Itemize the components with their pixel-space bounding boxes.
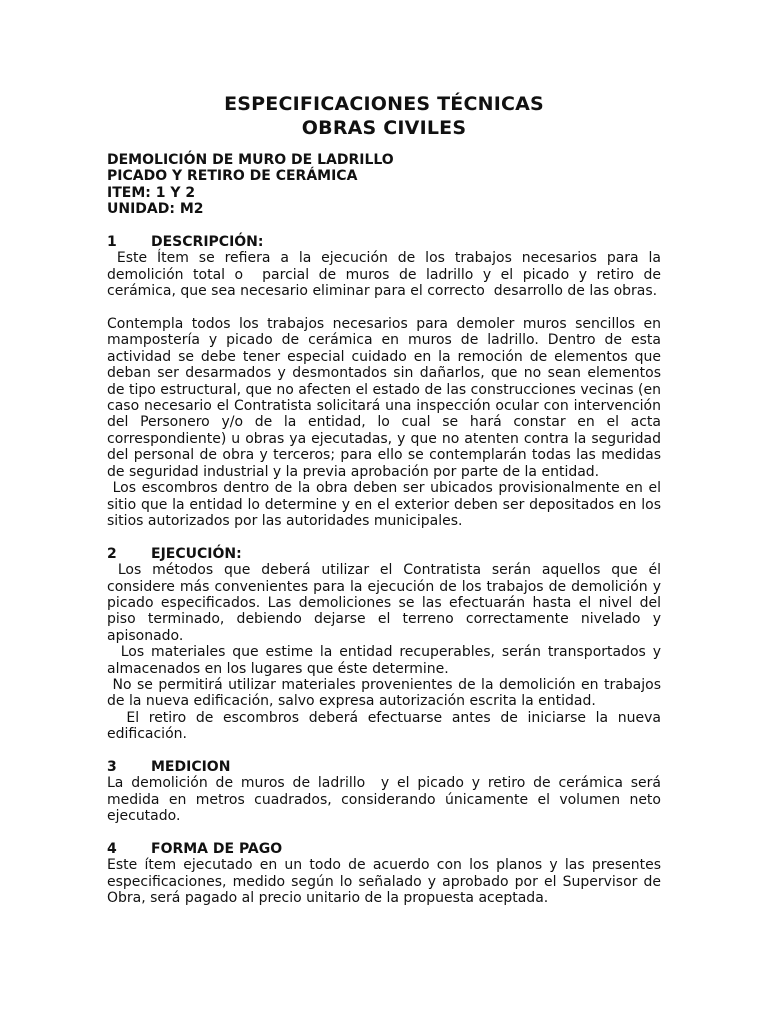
section-title: MEDICION <box>151 758 231 775</box>
section-forma-de-pago <box>107 840 666 907</box>
paragraph: Este Ítem se refiera a la ejecución de los trabajos necesarios para la demolición total o parcial de muros de ladrillo y el picado y retiro de cerámica, que sea necesario eliminar para el correcto desarrollo de las obras. <box>107 250 666 300</box>
paragraph: Contempla todos los trabajos necesarios para demoler muros sencillos en mampostería y picado de cerámica en muros de ladrillo. Dentro de esta actividad se debe tener especial cuidado en la remoción de elementos que deban ser desarmados y desmontados sin dañarlos, que no sean elementos de tipo estructural, que no afecten el estado de las construcciones vecinas (en caso necesario el Contratista solicitará una inspección ocular con intervención del Personero y/o de la entidad, lo cual se hará constar en el acta correspondiente) u obras ya ejecutadas, y que no atenten contra la seguridad del personal de obra y terceros; para ello se contemplarán todas las medidas de seguridad industrial y la previa aprobación por parte de la entidad. <box>107 316 666 480</box>
section-heading <box>107 841 661 857</box>
meta-line: UNIDAD: M2 <box>107 201 204 218</box>
paragraph: La demolición de muros de ladrillo y el picado y retiro de cerámica será medida en metros cuadrados, considerando únicamente el volumen neto ejecutado. <box>107 775 666 825</box>
section-number: 3 <box>107 758 117 775</box>
paragraph: No se permitirá utilizar materiales provenientes de la demolición en trabajos de la nueva edificación, salvo expresa autorización escrita la entidad. <box>107 676 666 710</box>
section-number: 2 <box>107 545 117 562</box>
section-title: FORMA DE PAGO <box>151 840 283 857</box>
section-descripcion <box>107 234 666 529</box>
paragraph: Los métodos que deberá utilizar el Contratista serán aquellos que él considere más convenientes para la ejecución de los trabajos de demolición y picado especificados. Las demoliciones se las efectuarán hasta el nivel del piso terminado, debiendo dejarse el terreno correctamente nivelado y apisonado. <box>107 562 666 644</box>
meta-line: DEMOLICIÓN DE MURO DE LADRILLO <box>107 152 394 168</box>
section-title: DESCRIPCIÓN: <box>151 234 264 251</box>
paragraph: Este ítem ejecutado en un todo de acuerdo con los planos y las presentes especificaciones, medido según lo señalado y aprobado por el Supervisor de Obra, será pagado al precio unitario de la propuesta aceptada. <box>107 857 666 907</box>
document-title <box>0 92 768 140</box>
paragraph: Los escombros dentro de la obra deben ser ubicados provisionalmente en el sitio que la entidad lo determine y en el exterior deben ser depositados en los sitios autorizados por las autoridades municipales. <box>107 480 666 529</box>
section-heading <box>107 546 661 562</box>
title-line-1: ESPECIFICACIONES TÉCNICAS <box>224 93 544 115</box>
section-heading <box>107 759 661 775</box>
section-number: 4 <box>107 840 117 857</box>
section-ejecucion <box>107 545 666 743</box>
paragraph: El retiro de escombros deberá efectuarse antes de iniciarse la nueva edificación. <box>107 709 666 743</box>
section-medicion <box>107 758 666 825</box>
item-meta <box>107 152 661 218</box>
meta-line: ITEM: 1 Y 2 <box>107 184 196 201</box>
paragraph: Los materiales que estime la entidad recuperables, serán transportados y almacenados en los lugares que éste determine. <box>107 644 666 677</box>
section-number: 1 <box>107 234 117 251</box>
section-heading <box>107 234 661 250</box>
title-line-2: OBRAS CIVILES <box>301 117 467 139</box>
document-body <box>107 152 666 907</box>
meta-line: PICADO Y RETIRO DE CERÁMICA <box>107 168 358 185</box>
section-title: EJECUCIÓN: <box>151 545 242 562</box>
